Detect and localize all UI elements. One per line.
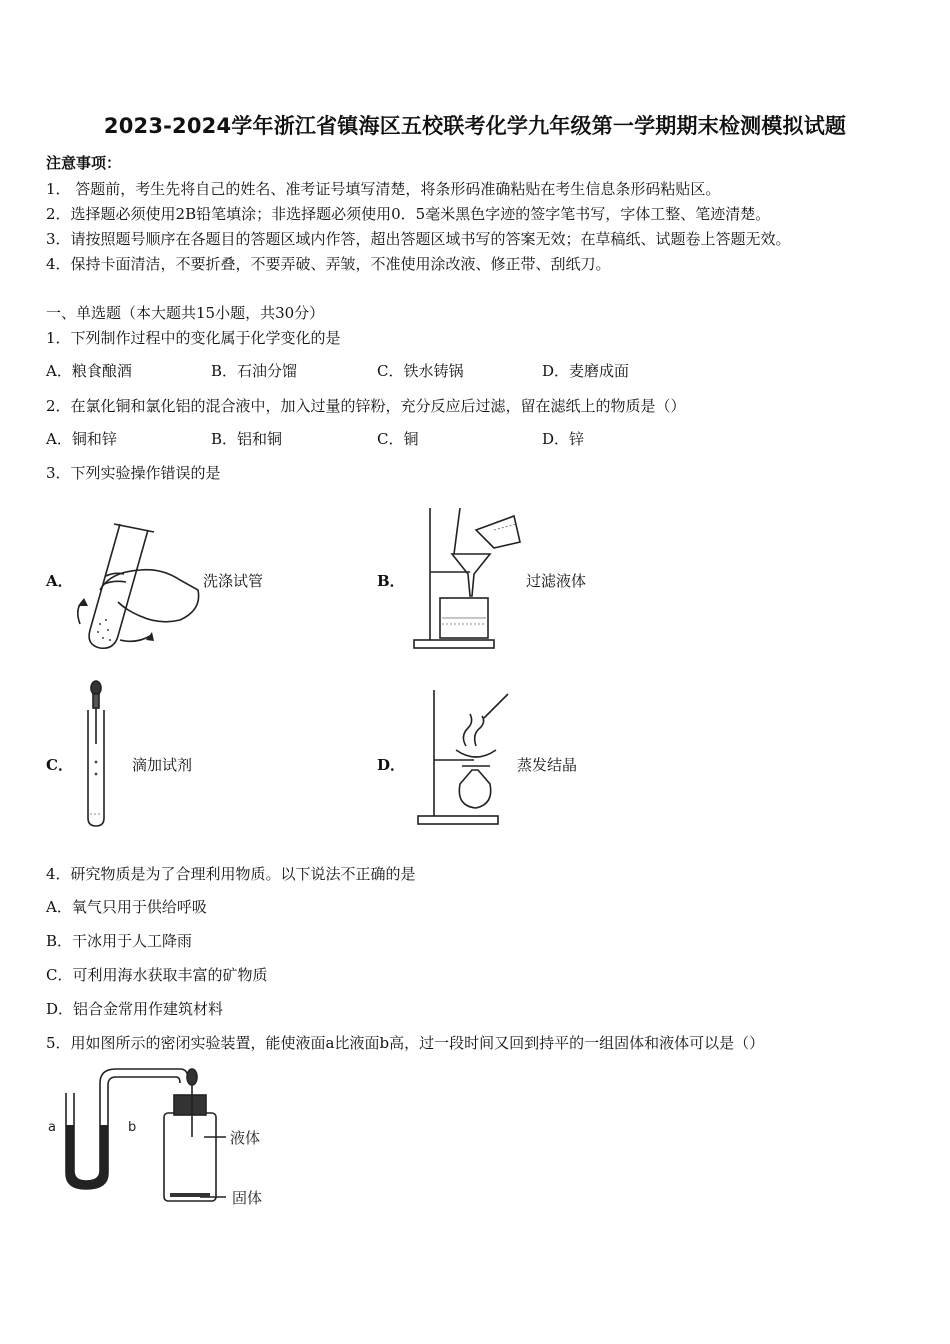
q3-option-d-letter: D． — [377, 756, 406, 774]
q3-option-b-letter: B． — [377, 572, 405, 590]
q4-option-a: A．氧气只用于供给呼吸 — [46, 898, 207, 916]
figure-dropper — [80, 680, 120, 830]
page-title: 2023-2024学年浙江省镇海区五校联考化学九年级第一学期期末检测模拟试题 — [103, 114, 847, 138]
q2-option-c: C．铜 — [377, 430, 419, 448]
figure-filtration — [410, 500, 540, 655]
q3-option-c-label: 滴加试剂 — [132, 756, 193, 774]
label-solid: 固体 — [232, 1189, 263, 1207]
q3-option-d-label: 蒸发结晶 — [517, 756, 578, 774]
label-a: a — [48, 1120, 56, 1135]
q5-stem: 5．用如图所示的密闭实验装置，能使液面a比液面b高，过一段时间又回到持平的一组固体和液体可以是（） — [46, 1034, 765, 1052]
label-b: b — [128, 1120, 137, 1135]
notice-heading: 注意事项： — [46, 154, 122, 172]
notice-item-4: 4．保持卡面清洁，不要折叠，不要弄破、弄皱，不准使用涂改液、修正带、刮纸刀。 — [46, 255, 611, 273]
figure-wash-test-tube — [70, 520, 210, 650]
label-liquid: 液体 — [230, 1129, 261, 1147]
figure-sealed-apparatus — [40, 1065, 280, 1210]
notice-item-1: 1． 答题前，考生先将自己的姓名、准考证号填写清楚，将条形码准确粘贴在考生信息条形码粘贴区。 — [46, 180, 721, 198]
q3-option-a-label: 洗涤试管 — [203, 572, 264, 590]
q4-option-b: B．干冰用于人工降雨 — [46, 932, 193, 950]
q1-option-a: A．粮食酿酒 — [46, 362, 132, 380]
q2-option-d: D．锌 — [542, 430, 585, 448]
q1-stem: 1．下列制作过程中的变化属于化学变化的是 — [46, 329, 341, 347]
q2-stem: 2．在氯化铜和氯化铝的混合液中，加入过量的锌粉，充分反应后过滤，留在滤纸上的物质是（） — [46, 397, 686, 415]
figure-evaporation — [412, 688, 522, 828]
q2-option-a: A．铜和锌 — [46, 430, 117, 448]
q3-option-a-letter: A． — [46, 572, 73, 590]
q3-option-b-label: 过滤液体 — [526, 572, 587, 590]
notice-item-3: 3．请按照题号顺序在各题目的答题区域内作答，超出答题区域书写的答案无效；在草稿纸、试题卷上答题无效。 — [46, 230, 791, 248]
q4-option-d: D．铝合金常用作建筑材料 — [46, 1000, 224, 1018]
q4-option-c: C．可利用海水获取丰富的矿物质 — [46, 966, 268, 984]
q4-stem: 4．研究物质是为了合理利用物质。以下说法不正确的是 — [46, 865, 416, 883]
q3-stem: 3．下列实验操作错误的是 — [46, 464, 221, 482]
q1-option-c: C．铁水铸锅 — [377, 362, 464, 380]
q3-option-c-letter: C． — [46, 756, 73, 774]
q1-option-d: D．麦磨成面 — [542, 362, 630, 380]
q2-option-b: B．铝和铜 — [211, 430, 283, 448]
notice-item-2: 2．选择题必须使用2B铅笔填涂；非选择题必须使用0．5毫米黑色字迹的签字笔书写，字体工整、笔迹清楚。 — [46, 205, 771, 223]
q1-option-b: B．石油分馏 — [211, 362, 298, 380]
section-heading: 一、单选题（本大题共15小题，共30分） — [46, 304, 325, 322]
